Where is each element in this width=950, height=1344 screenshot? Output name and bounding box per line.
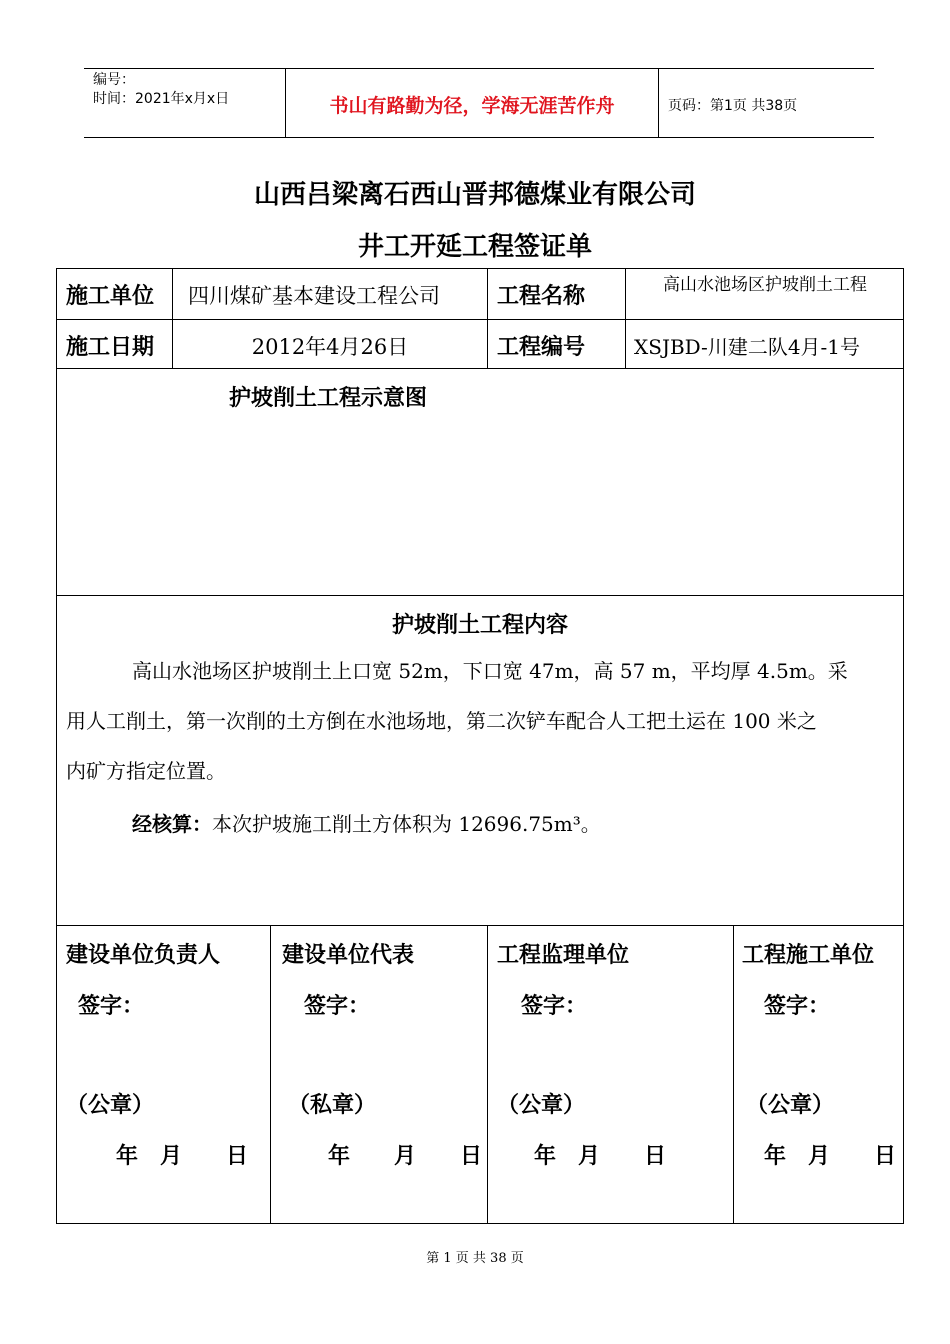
- calculation-text: 本次护坡施工削土方体积为 12696.75m³。: [212, 812, 601, 836]
- page-header: [84, 68, 874, 138]
- motto-text: 书山有路勤为径，学海无涯苦作舟: [329, 95, 615, 117]
- owner-responsible-sign: 签字：: [78, 993, 145, 1019]
- construction-date-value: 2012年4月26日: [251, 335, 409, 359]
- sig-col-divider-3: [733, 925, 734, 1224]
- sig-col-divider-2: [487, 925, 488, 1224]
- construction-unit-value: 四川煤矿基本建设工程公司: [188, 284, 440, 308]
- construction-unit-sign: 签字：: [764, 993, 831, 1019]
- project-name-label: 工程名称: [497, 283, 586, 309]
- owner-representative-sign: 签字：: [304, 993, 371, 1019]
- document-title: 井工开延工程签证单: [357, 232, 592, 262]
- project-number-value: XSJBD-川建二队4月-1号: [634, 335, 861, 359]
- construction-date-label: 施工日期: [66, 334, 155, 360]
- owner-representative-title: 建设单位代表: [282, 942, 415, 968]
- supervision-unit-sign: 签字：: [521, 993, 588, 1019]
- visa-form-table: [56, 268, 904, 1224]
- info-col-divider-2: [487, 268, 488, 368]
- owner-responsible-title: 建设单位负责人: [66, 942, 221, 968]
- table-border-top: [56, 268, 904, 269]
- content-line-3: 内矿方指定位置。: [66, 759, 226, 783]
- content-heading: 护坡削土工程内容: [391, 612, 568, 638]
- row-divider-3: [56, 595, 904, 596]
- owner-responsible-date: 年 月 日: [116, 1143, 249, 1169]
- sig-col-divider-1: [270, 925, 271, 1224]
- content-line-1: 高山水池场区护坡削土上口宽 52m，下口宽 47m，高 57 m，平均厚 4.5m。采: [132, 659, 848, 683]
- table-border-right: [903, 268, 904, 1224]
- supervision-unit-date: 年 月 日: [534, 1143, 667, 1169]
- header-page-label: 页码：第1页 共38页: [668, 98, 798, 114]
- row-divider-1: [56, 319, 904, 320]
- time-label: 时间：2021年x月x日: [93, 91, 230, 107]
- content-line-2: 用人工削土，第一次削的土方倒在水池场地，第二次铲车配合人工把土运在 100 米之: [66, 709, 817, 733]
- owner-representative-date: 年 月 日: [328, 1143, 483, 1169]
- project-number-label: 工程编号: [497, 334, 586, 360]
- table-border-bottom: [56, 1223, 904, 1224]
- header-meta-cell: [84, 69, 286, 137]
- calculation-line: [132, 808, 601, 837]
- row-divider-4: [56, 925, 904, 926]
- table-border-left: [56, 268, 57, 1224]
- owner-representative-seal: （私章）: [288, 1092, 377, 1118]
- serial-label: 编号：: [93, 72, 135, 88]
- calculation-label: 经核算：: [132, 812, 212, 836]
- content-paragraph: [66, 646, 896, 796]
- diagram-heading: 护坡削土工程示意图: [229, 385, 428, 411]
- construction-unit-title: 工程施工单位: [742, 942, 875, 968]
- owner-responsible-seal: （公章）: [66, 1092, 155, 1118]
- supervision-unit-title: 工程监理单位: [497, 942, 630, 968]
- construction-unit-label: 施工单位: [66, 283, 155, 309]
- company-title: 山西吕梁离石西山晋邦德煤业有限公司: [253, 180, 696, 210]
- row-divider-2: [56, 368, 904, 369]
- supervision-unit-seal: （公章）: [497, 1092, 586, 1118]
- header-page-cell: [659, 69, 874, 137]
- header-motto-cell: [286, 69, 659, 137]
- page-footer: 第 1 页 共 38 页: [426, 1251, 524, 1266]
- construction-unit-date: 年 月 日: [764, 1143, 897, 1169]
- project-name-value: 高山水池场区护坡削土工程: [663, 275, 867, 295]
- construction-unit-seal: （公章）: [746, 1092, 835, 1118]
